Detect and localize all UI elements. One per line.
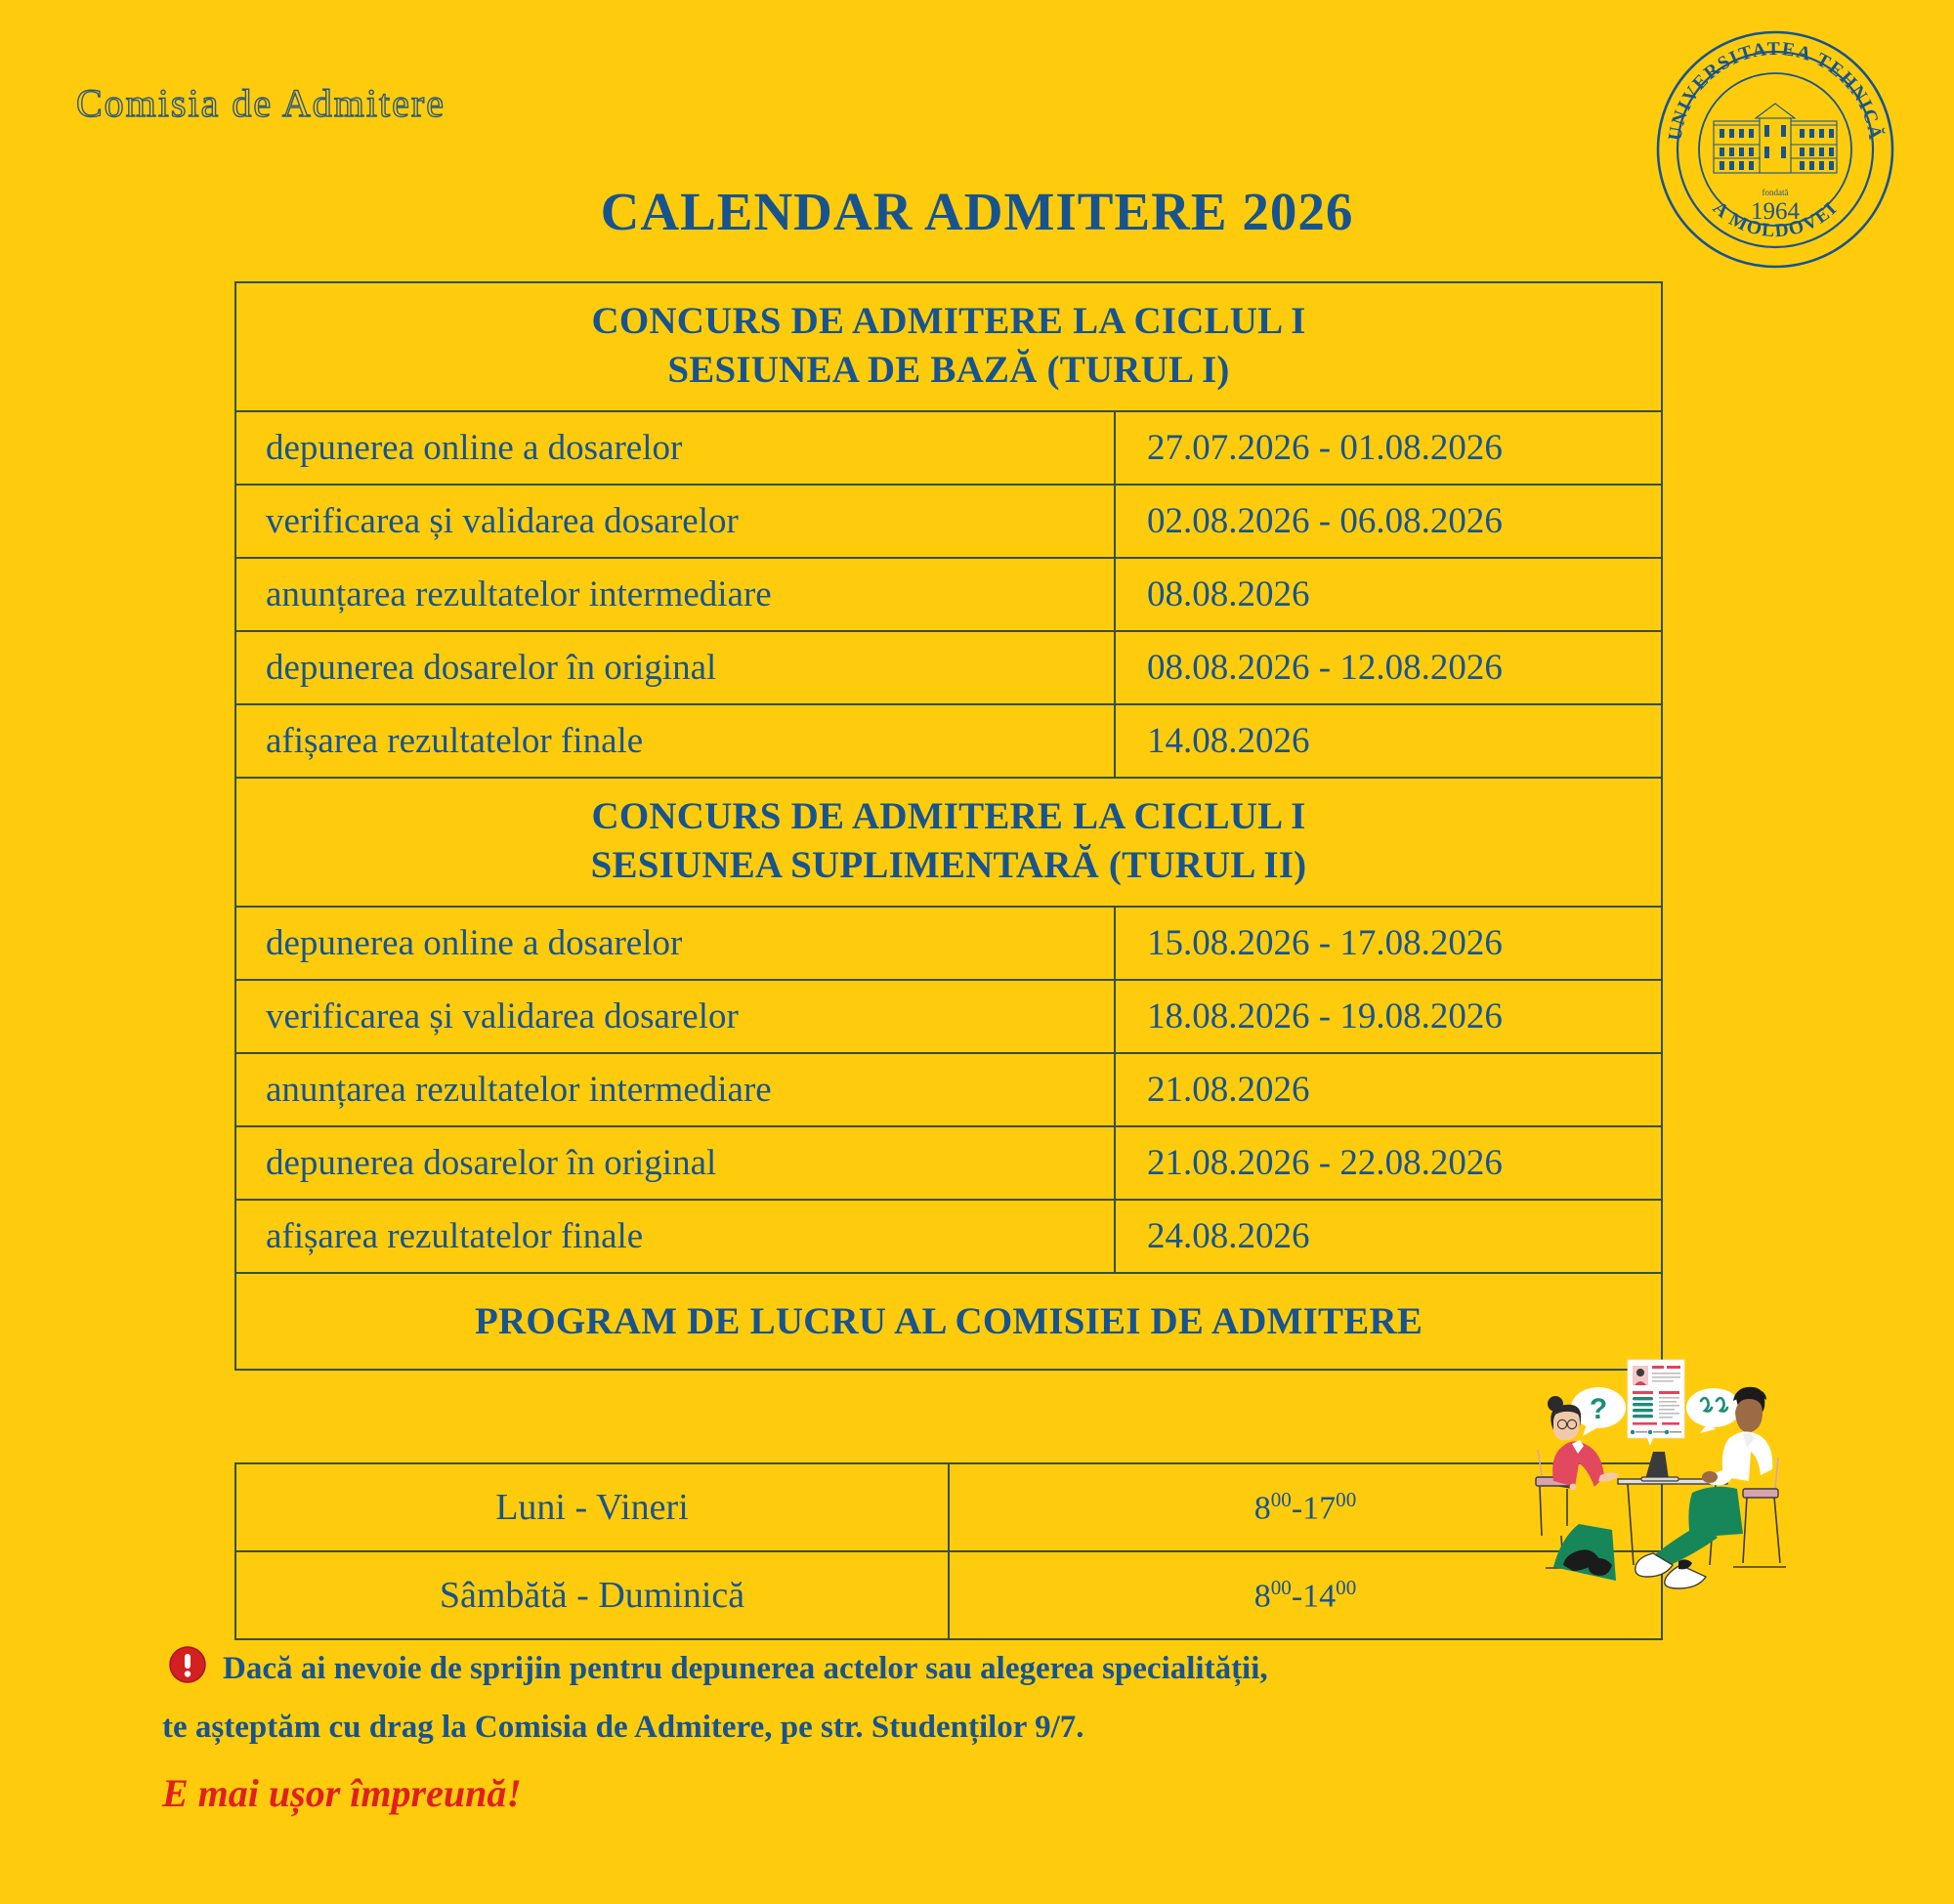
people-interview-illustration bbox=[1516, 1331, 1936, 1624]
schedule-start-sup: 00 bbox=[1270, 1575, 1292, 1599]
section-2-header bbox=[235, 778, 1662, 907]
section-1-header-line2: SESIUNEA DE BAZĂ (TURUL I) bbox=[667, 348, 1230, 391]
schedule-start: 8 bbox=[1253, 1578, 1271, 1615]
schedule-end: 17 bbox=[1302, 1490, 1337, 1527]
schedule-start: 8 bbox=[1253, 1490, 1271, 1527]
event-date: 14.08.2026 bbox=[1115, 704, 1662, 778]
table-row bbox=[235, 1200, 1662, 1273]
svg-text:A MOLDOVEI: A MOLDOVEI bbox=[1708, 197, 1843, 242]
event-label: anunțarea rezultatelor intermediare bbox=[235, 1053, 1115, 1126]
schedule-days: Luni - Vineri bbox=[235, 1463, 949, 1551]
table-row bbox=[235, 485, 1662, 558]
footer-line-3: E mai ușor împreună! bbox=[162, 1771, 522, 1815]
schedule-days: Sâmbătă - Duminică bbox=[235, 1551, 949, 1639]
event-date: 21.08.2026 bbox=[1115, 1053, 1662, 1126]
event-date: 24.08.2026 bbox=[1115, 1200, 1662, 1273]
table-row bbox=[235, 1053, 1662, 1126]
table-row bbox=[235, 558, 1662, 631]
schedule-hours: $8^{00}-14^{00}$ bbox=[949, 1551, 1662, 1639]
comisia-badge: Comisia de Admitere bbox=[76, 81, 446, 125]
schedule-end: 14 bbox=[1302, 1578, 1337, 1615]
schedule-row bbox=[235, 1463, 1662, 1551]
section-1-header bbox=[235, 282, 1662, 411]
section-1-header-line1: CONCURS DE ADMITERE LA CICLUL I bbox=[591, 300, 1306, 342]
footer-line-2: te așteptăm cu drag la Comisia de Admitere, pe str. Studenților 9/7. bbox=[162, 1710, 1084, 1745]
schedule-table bbox=[234, 1462, 1663, 1640]
calendar-table bbox=[234, 281, 1663, 1371]
schedule-header: PROGRAM DE LUCRU AL COMISIEI DE ADMITERE bbox=[235, 1273, 1662, 1370]
svg-text:UNIVERSITATEA TEHNICĂ: UNIVERSITATEA TEHNICĂ bbox=[1665, 38, 1886, 143]
cv-document bbox=[1628, 1360, 1684, 1446]
schedule-hours: $8^{00}-17^{00}$ bbox=[949, 1463, 1662, 1551]
footer-line-1: Dacă ai nevoie de sprijin pentru depunerea actelor sau alegerea specialității, bbox=[223, 1651, 1268, 1686]
event-label: anunțarea rezultatelor intermediare bbox=[235, 558, 1115, 631]
table-row bbox=[235, 411, 1662, 485]
schedule-start-sup: 00 bbox=[1270, 1487, 1292, 1511]
event-label: depunerea online a dosarelor bbox=[235, 411, 1115, 485]
event-date: 27.07.2026 - 01.08.2026 bbox=[1115, 411, 1662, 485]
logo-founded-year: 1964 bbox=[1751, 198, 1800, 225]
table-row bbox=[235, 907, 1662, 980]
event-date: 15.08.2026 - 17.08.2026 bbox=[1115, 907, 1662, 980]
table-row bbox=[235, 980, 1662, 1053]
event-label: afișarea rezultatelor finale bbox=[235, 1200, 1115, 1273]
event-label: depunerea dosarelor în original bbox=[235, 631, 1115, 704]
table-section-header-row bbox=[235, 282, 1662, 411]
event-label: depunerea dosarelor în original bbox=[235, 1126, 1115, 1200]
table-row bbox=[235, 704, 1662, 778]
section-2-header-line2: SESIUNEA SUPLIMENTARĂ (TURUL II) bbox=[590, 843, 1307, 886]
exclamation-circle-icon bbox=[168, 1645, 207, 1684]
table-row bbox=[235, 1126, 1662, 1200]
table-row bbox=[235, 631, 1662, 704]
section-2-header-line1: CONCURS DE ADMITERE LA CICLUL I bbox=[591, 794, 1306, 837]
reply-speech-bubble bbox=[1686, 1388, 1741, 1433]
page-title: CALENDAR ADMITERE 2026 bbox=[600, 182, 1354, 241]
event-date: 18.08.2026 - 19.08.2026 bbox=[1115, 980, 1662, 1053]
event-label: afișarea rezultatelor finale bbox=[235, 704, 1115, 778]
logo-founded-label: fondată bbox=[1762, 188, 1789, 197]
event-date: 02.08.2026 - 06.08.2026 bbox=[1115, 485, 1662, 558]
schedule-end-sup: 00 bbox=[1336, 1575, 1357, 1599]
event-date: 08.08.2026 - 12.08.2026 bbox=[1115, 631, 1662, 704]
laptop bbox=[1641, 1452, 1678, 1481]
table-section-header-row bbox=[235, 778, 1662, 907]
svg-text:?: ? bbox=[1589, 1393, 1608, 1425]
event-date: 08.08.2026 bbox=[1115, 558, 1662, 631]
event-label: verificarea și validarea dosarelor bbox=[235, 980, 1115, 1053]
schedule-header-row bbox=[235, 1273, 1662, 1370]
schedule-row bbox=[235, 1551, 1662, 1639]
schedule-end-sup: 00 bbox=[1336, 1487, 1357, 1511]
event-label: verificarea și validarea dosarelor bbox=[235, 485, 1115, 558]
event-date: 21.08.2026 - 22.08.2026 bbox=[1115, 1126, 1662, 1200]
event-label: depunerea online a dosarelor bbox=[235, 907, 1115, 980]
